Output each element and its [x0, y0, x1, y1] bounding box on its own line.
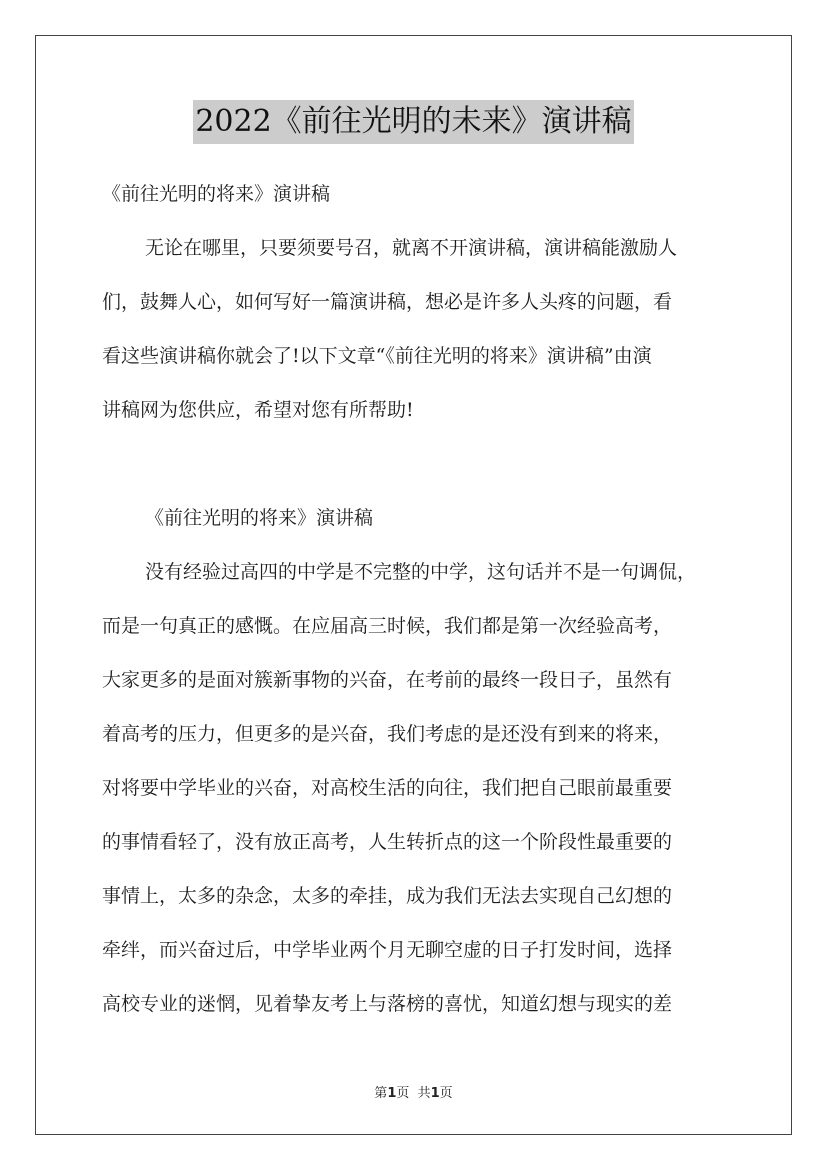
footer-mid: 页 共	[396, 1086, 431, 1101]
body-line-5: 对将要中学毕业的兴奋，对高校生活的向往，我们把自己眼前最重要	[102, 777, 673, 799]
page-footer	[0, 1086, 827, 1102]
body-line-3: 大家更多的是面对簇新事物的兴奋，在考前的最终一段日子，虽然有	[102, 669, 673, 691]
body-line-1: 没有经验过高四的中学是不完整的中学，这句话并不是一句调侃，	[145, 561, 697, 583]
intro-line-4: 讲稿网为您供应，希望对您有所帮助!	[102, 399, 414, 421]
footer-prefix: 第	[374, 1086, 388, 1101]
section-heading: 《前往光明的将来》演讲稿	[145, 507, 374, 529]
footer-page-total: 1	[430, 1086, 440, 1101]
footer-page-current: 1	[387, 1086, 397, 1101]
intro-line-2: 们，鼓舞人心，如何写好一篇演讲稿，想必是许多人头疼的问题，看	[102, 291, 673, 313]
body-line-9: 高校专业的迷惘，见着挚友考上与落榜的喜忧，知道幻想与现实的差	[102, 993, 673, 1015]
body-line-8: 牵绊，而兴奋过后，中学毕业两个月无聊空虚的日子打发时间，选择	[102, 939, 673, 961]
body-line-2: 而是一句真正的感慨。在应届高三时候，我们都是第一次经验高考，	[102, 615, 673, 637]
body-line-4: 着高考的压力，但更多的是兴奋，我们考虑的是还没有到来的将来，	[102, 723, 673, 745]
footer-suffix: 页	[439, 1086, 453, 1101]
body-line-6: 的事情看轻了，没有放正高考，人生转折点的这一个阶段性最重要的	[102, 831, 673, 853]
intro-line-1: 无论在哪里，只要须要号召，就离不开演讲稿，演讲稿能激励人	[145, 237, 678, 259]
document-subtitle: 《前往光明的将来》演讲稿	[102, 183, 331, 205]
title-container	[0, 100, 827, 144]
document-title: 2022《前往光明的未来》演讲稿	[193, 100, 633, 144]
body-line-7: 事情上，太多的杂念，太多的牵挂，成为我们无法去实现自己幻想的	[102, 885, 673, 907]
intro-line-3: 看这些演讲稿你就会了!以下文章“《前往光明的将来》演讲稿”由演	[102, 345, 652, 367]
